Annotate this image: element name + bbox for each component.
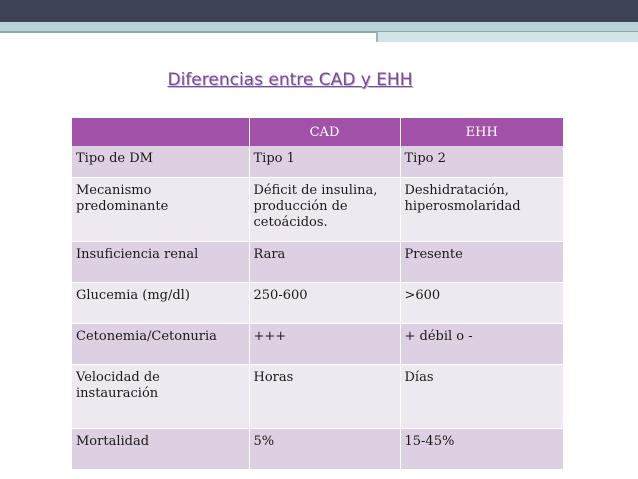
cad-value: Rara	[249, 242, 400, 283]
cad-value: Tipo 1	[249, 146, 400, 178]
slide-title: Diferencias entre CAD y EHH	[167, 70, 413, 90]
row-label: Cetonemia/Cetonuria	[72, 324, 249, 365]
cad-value: Déficit de insulina, producción de cetoácidos.	[249, 178, 400, 242]
table-row-insuficiencia-renal	[72, 242, 563, 283]
ehh-value: Presente	[400, 242, 563, 283]
row-label: Mortalidad	[72, 429, 249, 470]
header-cell-cad: CAD	[249, 118, 400, 146]
row-label: Tipo de DM	[72, 146, 249, 178]
header-cell-empty	[72, 118, 249, 146]
row-label: Glucemia (mg/dl)	[72, 283, 249, 324]
cad-value: Horas	[249, 365, 400, 429]
ehh-value: 15-45%	[400, 429, 563, 470]
comparison-table	[72, 118, 563, 470]
ehh-value: Deshidratación, hiperosmolaridad	[400, 178, 563, 242]
table-row-cetonemia	[72, 324, 563, 365]
table-row-mecanismo	[72, 178, 563, 242]
ehh-value: Días	[400, 365, 563, 429]
row-label: Velocidad de instauración	[72, 365, 249, 429]
top-decor-tab	[376, 32, 638, 42]
table-row-glucemia	[72, 283, 563, 324]
table-row-tipo-dm	[72, 146, 563, 178]
ehh-value: Tipo 2	[400, 146, 563, 178]
top-decor-band	[0, 0, 638, 22]
header-cell-ehh: EHH	[400, 118, 563, 146]
ehh-value: + débil o -	[400, 324, 563, 365]
cad-value: 250-600	[249, 283, 400, 324]
row-label: Mecanismo predominante	[72, 178, 249, 242]
row-label: Insuficiencia renal	[72, 242, 249, 283]
cad-value: +++	[249, 324, 400, 365]
cad-value: 5%	[249, 429, 400, 470]
table-row-mortalidad	[72, 429, 563, 470]
comparison-table-container	[72, 118, 563, 470]
table-row-velocidad	[72, 365, 563, 429]
ehh-value: >600	[400, 283, 563, 324]
table-header-row	[72, 118, 563, 146]
